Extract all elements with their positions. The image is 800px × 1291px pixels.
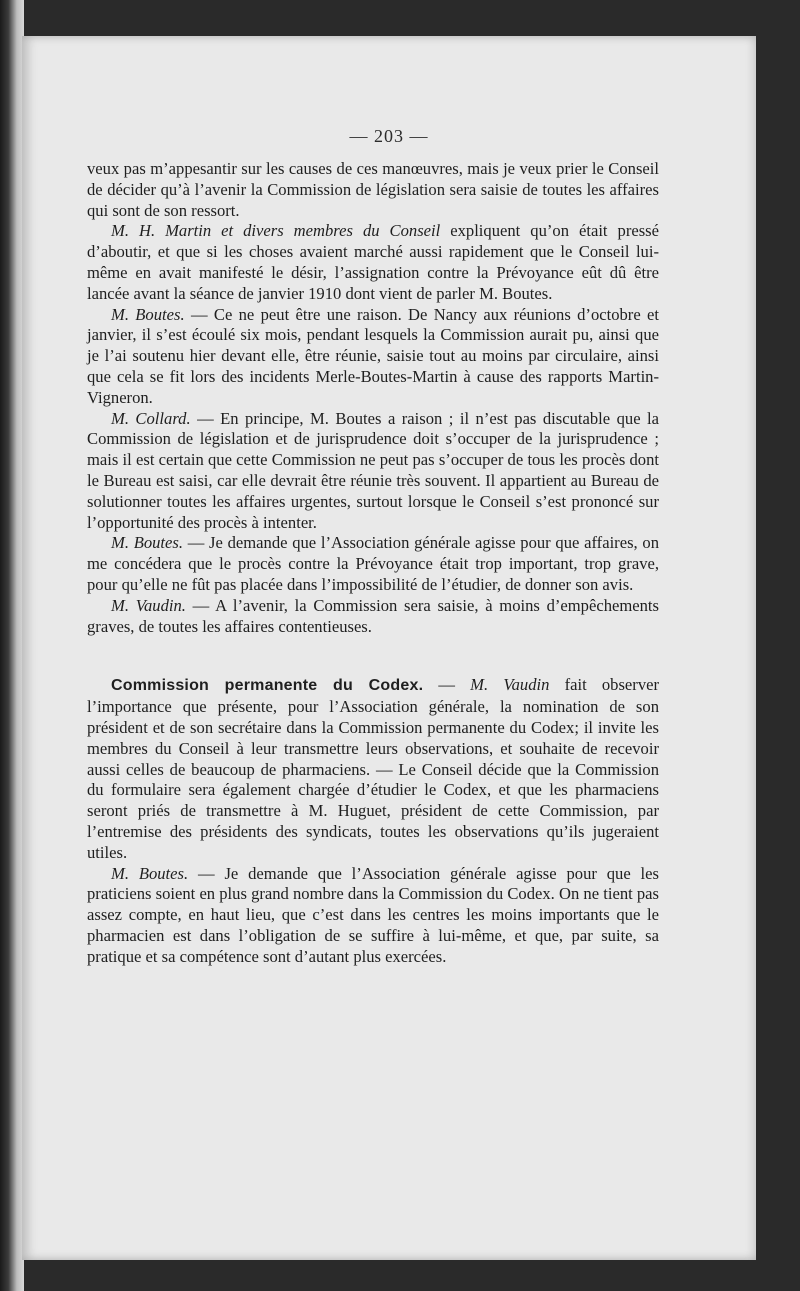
speaker-name: M. Boutes. <box>111 304 185 324</box>
section-spacer <box>87 637 659 675</box>
speaker-name: M. H. Martin et divers membres du Conseil <box>111 221 441 241</box>
book-spine-edge <box>0 0 24 1291</box>
paragraph-8-text: — Je demande que l’Association générale agisse pour que les praticiens soient en plus grand nombre dans la Commission du Codex. On ne tient pas assez compte, en haut lieu, que c’est dans les centres les moins importants que le pharmacien est dans l’obligation de se suffire à lui-même, et que, par suite, sa pratique et sa compétence sont d’autant plus exercées. <box>87 863 659 966</box>
book-page <box>22 36 756 1260</box>
speaker-name: M. Vaudin. <box>111 595 186 615</box>
speaker-name: M. Boutes. <box>111 533 184 553</box>
section-heading: Commission permanente du Codex. <box>111 677 424 695</box>
paragraph-8 <box>87 864 659 968</box>
heading-dash: — <box>423 675 471 695</box>
paragraph-2 <box>87 221 659 304</box>
page-number: — 203 — <box>349 126 429 146</box>
paragraph-7 <box>87 675 659 863</box>
paragraph-3 <box>87 305 659 409</box>
paragraph-1 <box>87 159 659 221</box>
paragraph-1-text: veux pas m’appesantir sur les causes de ces manœuvres, mais je veux prier le Conseil de décider qu’à l’avenir la Commission de législation sera saisie de toutes les affaires qui sont de son ressort. <box>87 159 659 220</box>
paragraph-3-text: — Ce ne peut être une raison. De Nancy aux réunions d’octobre et janvier, il s’est écoulé six mois, pendant lesquels la Commission aurait pu, ainsi que je l’ai soutenu hier devant elle, être réunie, saisie tout au moins par circulaire, ainsi que cela se fit lors des incidents Merle-Boutes-Martin à cause des rapports Martin-Vigneron. <box>87 304 660 407</box>
speaker-name: M. Collard. <box>111 408 191 428</box>
page-body <box>87 159 659 967</box>
paragraph-2-text: expliquent qu’on était pressé d’aboutir, et que si les choses avaient marché aussi rapidement que le Conseil lui-même en avait manifesté le désir, l’assignation contre la Prévoyance eût dû être lancée avant la séance de janvier 1910 dont vient de parler M. Boutes. <box>87 221 659 303</box>
paragraph-6-text: — A l’avenir, la Commission sera saisie, à moins d’empêchements graves, de toutes les affaires contentieuses. <box>87 595 659 636</box>
paragraph-7-text: fait observer l’importance que présente, pour l’Association générale, la nomination de son président et de son secrétaire dans la Commission permanente du Codex; il invite les membres du Conseil à leur transmettre leurs observations, et souhaite de recevoir aussi celles de beaucoup de pharmaciens. — Le Conseil décide que la Commission du formulaire sera également chargée d’étudier le Codex, et que les pharmaciens seront priés de transmettre à M. Huguet, président de cette Commission, par l’entremise des présidents des syndicats, toutes les observations qu’ils jugeraient utiles. <box>87 675 660 862</box>
paragraph-4 <box>87 409 659 534</box>
paragraph-5 <box>87 533 659 595</box>
paragraph-6 <box>87 596 659 638</box>
paragraph-5-text: — Je demande que l’Association générale agisse pour que affaires, on me concédera que le procès contre la Prévoyance était trop important, trop grave, pour qu’elle ne fût pas placée dans l’impossibilité de l’étudier, de donner son avis. <box>87 533 659 594</box>
paragraph-4-text: — En principe, M. Boutes a raison ; il n’est pas discutable que la Commission de législation et de jurisprudence doit s’occuper de la jurisprudence ; mais il est certain que cette Commission ne peut pas s’occuper de tous les procès dont le Bureau est saisi, car elle devrait être réunie très souvent. Il appartient au Bureau de solutionner toutes les affaires urgentes, surtout lorsque le Conseil s’est prononcé sur l’opportunité des procès à intenter. <box>87 408 659 532</box>
speaker-name: M. Boutes. <box>111 863 189 883</box>
speaker-name: M. Vaudin <box>470 675 550 695</box>
